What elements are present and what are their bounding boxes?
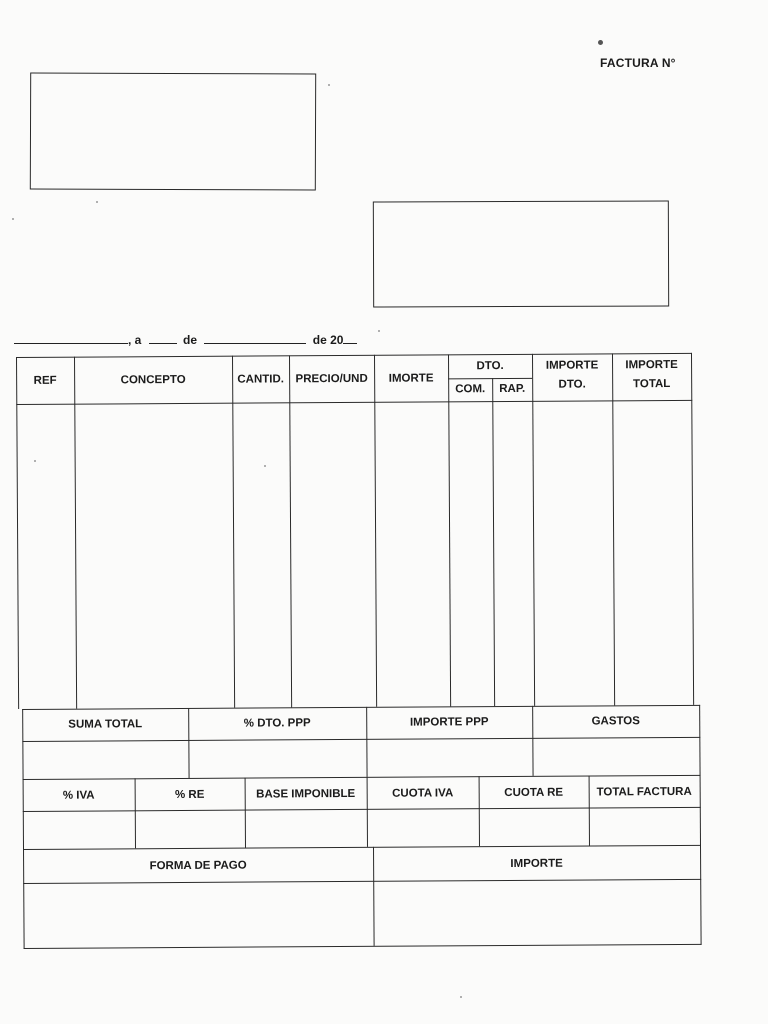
month-blank [204,333,306,344]
rule [22,705,700,710]
scan-speck [264,465,266,467]
col-dto-com: COM. [455,383,486,396]
date-comma-a: , a [128,333,142,347]
col-importe-total-line2: TOTAL [633,378,671,391]
rule [374,355,377,707]
label-cuota-iva: CUOTA IVA [392,787,454,800]
scan-speck [460,996,462,998]
rule [699,705,702,945]
date-line [14,333,357,347]
rule [23,879,701,884]
scan-speck [12,218,14,220]
label-base-imponible: BASE IMPONIBLE [256,787,356,801]
invoice-number-label: FACTURA N° [600,56,676,70]
rule [448,354,451,706]
scan-speck [96,201,98,203]
col-dto: DTO. [476,360,504,373]
label-re: % RE [174,788,205,802]
rule [23,807,701,812]
scan-speck [378,330,380,332]
year-blank [343,333,357,344]
scan-speck [328,84,330,86]
sender-box [30,73,316,191]
rule [532,354,535,706]
client-box [373,200,669,307]
col-ref: REF [33,374,57,387]
col-importe-dto-line2: DTO. [558,378,586,391]
day-blank [149,333,177,344]
rule [16,353,692,358]
date-de-1: de [183,333,198,347]
label-gastos: GASTOS [591,715,640,728]
col-importe-dto-line1: IMPORTE [545,359,599,372]
label-total-factura: TOTAL FACTURA [596,785,692,799]
rule [22,737,700,742]
label-importe-ppp: IMPORTE PPP [409,716,489,729]
label-iva: % IVA [62,789,95,802]
col-cantid: CANTID. [237,373,284,386]
invoice-form [16,353,706,949]
label-cuota-re: CUOTA RE [504,786,564,800]
rule [612,353,615,705]
col-precio-und: PRECIO/UND [295,372,368,386]
rule [23,845,701,850]
rule [289,355,292,707]
label-forma-de-pago: FORMA DE PAGO [149,859,247,873]
label-importe: IMPORTE [510,857,563,870]
rule [23,775,701,780]
label-suma-total: SUMA TOTAL [68,718,143,731]
col-concepto: CONCEPTO [120,373,186,387]
rule [74,357,77,709]
rule [16,357,19,709]
rule [492,378,495,706]
col-importe-total-line1: IMPORTE [625,358,678,372]
rule [16,400,692,405]
rule [24,944,702,949]
date-de-2: de 20 [312,333,344,347]
rule [691,353,694,705]
place-blank [14,333,128,344]
rule [448,378,532,380]
scan-speck [34,460,36,462]
col-dto-rap: RAP. [499,382,526,396]
rule [22,709,25,949]
col-imorte: IMORTE [388,372,434,385]
rule [232,356,235,708]
ink-dot [598,40,603,45]
label-dto-ppp: % DTO. PPP [243,717,311,730]
